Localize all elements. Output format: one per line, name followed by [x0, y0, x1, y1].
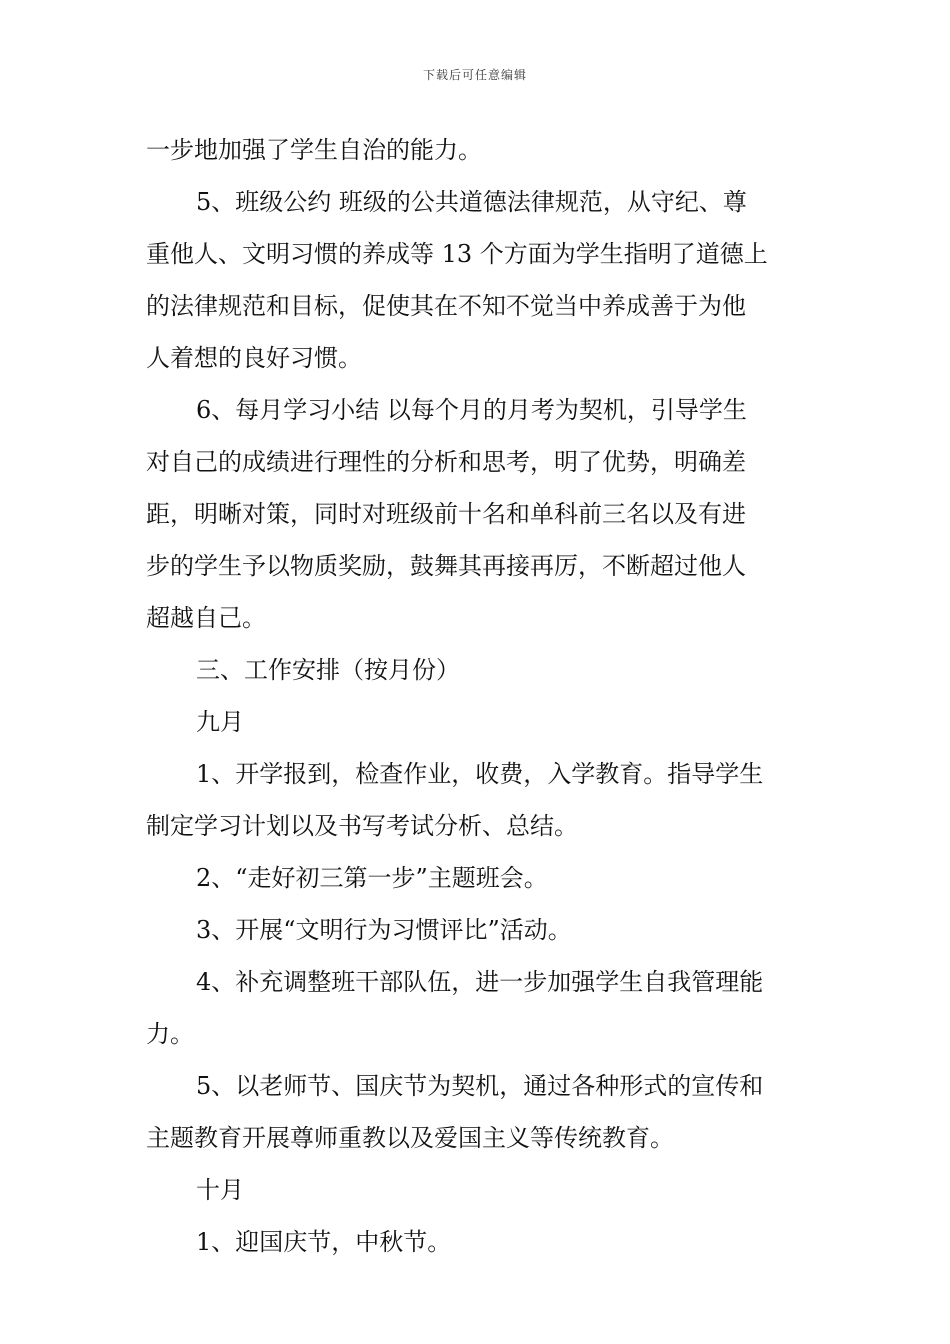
- text-line: 距，明晰对策，同时对班级前十名和单科前三名以及有进: [146, 500, 746, 528]
- text-line: 3、开展“文明行为习惯评比”活动。: [196, 916, 572, 944]
- text-line: 4、补充调整班干部队伍，进一步加强学生自我管理能: [196, 968, 764, 996]
- text-line: 力。: [146, 1020, 194, 1048]
- page-header: 下载后可任意编辑: [422, 68, 527, 82]
- text-line: 一步地加强了学生自治的能力。: [146, 136, 482, 164]
- text-line: 的法律规范和目标，促使其在不知不觉当中养成善于为他: [146, 292, 746, 320]
- text-line: 制定学习计划以及书写考试分析、总结。: [146, 812, 578, 840]
- text-line: 6、每月学习小结 以每个月的月考为契机，引导学生: [196, 396, 747, 424]
- text-line: 5、班级公约 班级的公共道德法律规范，从守纪、尊: [196, 188, 747, 216]
- section-heading: 三、工作安排（按月份）: [196, 656, 460, 684]
- text-line: 5、以老师节、国庆节为契机，通过各种形式的宣传和: [196, 1072, 764, 1100]
- text-line: 对自己的成绩进行理性的分析和思考，明了优势，明确差: [146, 448, 746, 476]
- text-line: 1、开学报到，检查作业，收费，入学教育。指导学生: [196, 760, 764, 788]
- text-line: 2、“走好初三第一步”主题班会。: [196, 864, 548, 892]
- text-line: 步的学生予以物质奖励，鼓舞其再接再厉，不断超过他人: [146, 552, 746, 580]
- text-line: 重他人、文明习惯的养成等 13 个方面为学生指明了道德上: [146, 240, 768, 268]
- document-body: [146, 124, 808, 1268]
- text-line: 主题教育开展尊师重教以及爱国主义等传统教育。: [146, 1124, 674, 1152]
- month-heading: 九月: [196, 708, 244, 736]
- text-line: 1、迎国庆节，中秋节。: [196, 1228, 452, 1256]
- text-line: 超越自己。: [146, 604, 266, 632]
- month-heading: 十月: [196, 1176, 244, 1204]
- text-line: 人着想的良好习惯。: [146, 344, 362, 372]
